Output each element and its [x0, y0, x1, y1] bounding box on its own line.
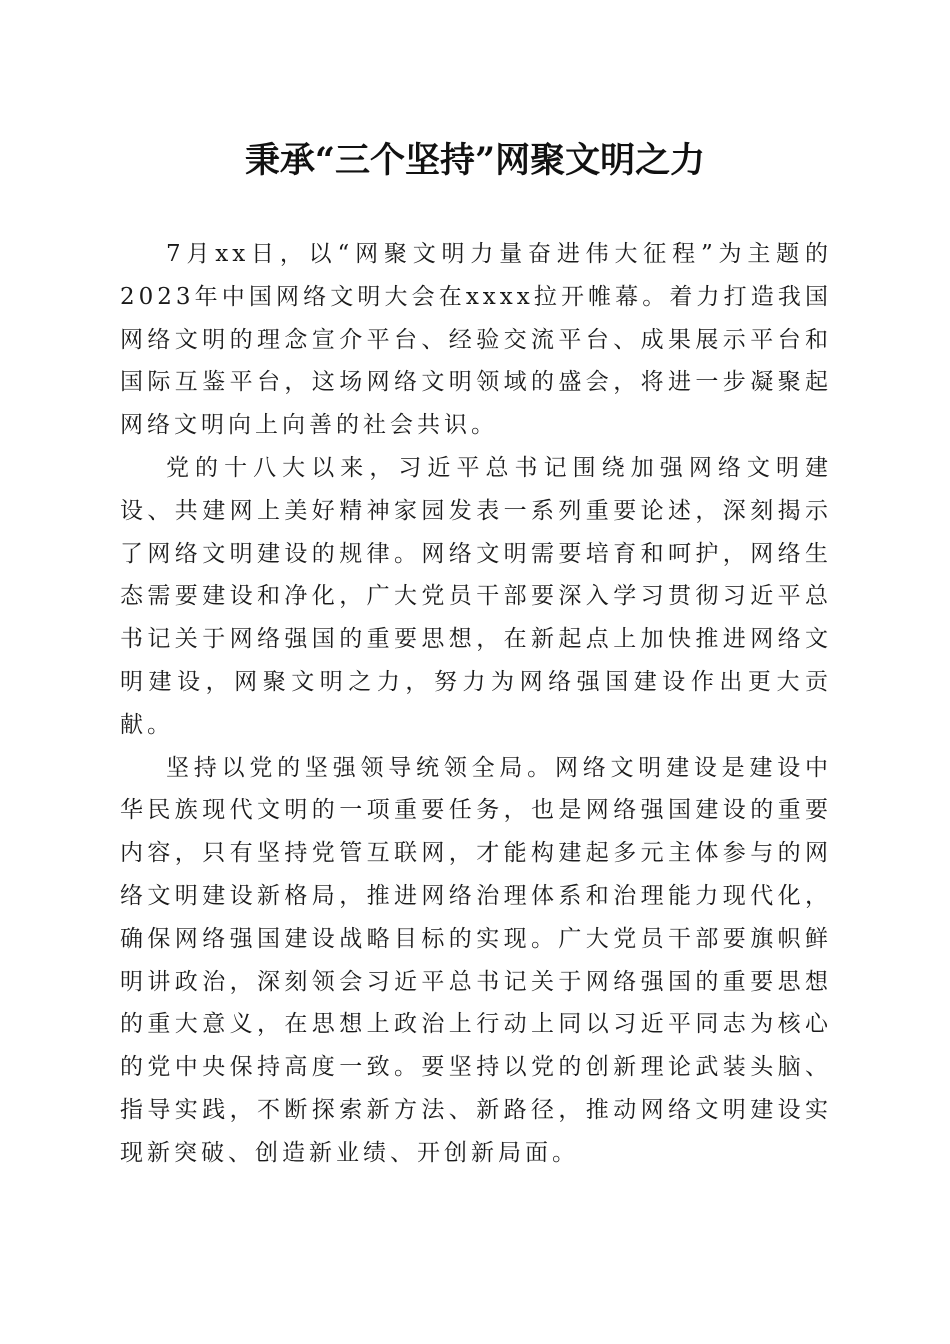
document-body	[120, 233, 832, 1175]
paragraph-3: 坚持以党的坚强领导统领全局。网络文明建设是建设中华民族现代文明的一项重要任务，也是网络强国建设的重要内容，只有坚持党管互联网，才能构建起多元主体参与的网络文明建设新格局，推进网络治理体系和治理能力现代化，确保网络强国建设战略目标的实现。广大党员干部要旗帜鲜明讲政治，深刻领会习近平总书记关于网络强国的重要思想的重大意义，在思想上政治上行动上同以习近平同志为核心的党中央保持高度一致。要坚持以党的创新理论武装头脑、指导实践，不断探索新方法、新路径，推动网络文明建设实现新突破、创造新业绩、开创新局面。	[120, 754, 832, 1166]
paragraph-1: 7月xx日，以“网聚文明力量奋进伟大征程”为主题的2023年中国网络文明大会在xxxx拉开帷幕。着力打造我国网络文明的理念宣介平台、经验交流平台、成果展示平台和国际互鉴平台，这场网络文明领域的盛会，将进一步凝聚起网络文明向上向善的社会共识。	[120, 241, 832, 439]
document-title: 秉承“三个坚持”网聚文明之力	[244, 140, 706, 181]
paragraph-2: 党的十八大以来，习近平总书记围绕加强网络文明建设、共建网上美好精神家园发表一系列重要论述，深刻揭示了网络文明建设的规律。网络文明需要培育和呵护，网络生态需要建设和净化，广大党员干部要深入学习贯彻习近平总书记关于网络强国的重要思想，在新起点上加快推进网络文明建设，网聚文明之力，努力为网络强国建设作出更大贡献。	[120, 454, 832, 738]
